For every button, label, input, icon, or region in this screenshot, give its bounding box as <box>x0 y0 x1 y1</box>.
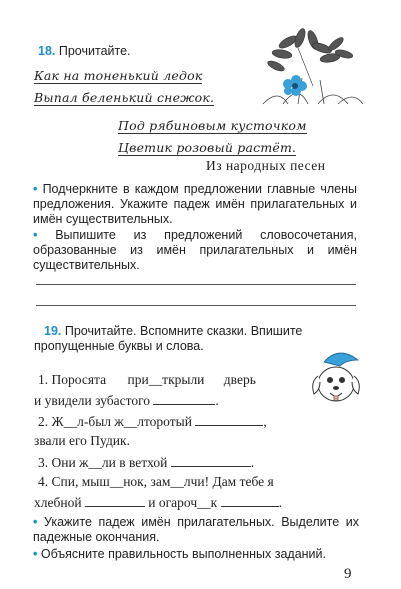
answer-line[interactable] <box>36 284 356 285</box>
poem-line-1: Как на тоненький ледок <box>34 68 203 83</box>
poem-source: Из народных песен <box>206 158 326 173</box>
ex18-task-1: • Подчеркните в каждом предложении главные члены предложения. Укажите падеж имён прилагательных и имён существительных. <box>33 182 357 226</box>
ex19-item-2-line-2: звали его Пудик. <box>34 433 130 448</box>
ex19-number: 19. <box>44 324 62 338</box>
poem-line-3: Под рябиновым кусточком <box>118 118 307 133</box>
cartoon-puppy-with-cap-illustration <box>306 346 366 408</box>
ex19-instruction: Прочитайте. Вспомните сказки. Впишите пропущенные буквы и слова. <box>34 324 303 353</box>
ex19-task-2: • Объясните правильность выполненных заданий. <box>33 547 326 561</box>
ex19-item-3: 3. Они ж__ли в ветхой . <box>38 455 255 470</box>
fill-blank[interactable] <box>195 413 263 426</box>
ex19-item-4-line-2: хлебной и огароч__к . <box>34 495 282 510</box>
ex19-item-4-line-1: 4. Спи, мыш__нок, зам__лчи! Дам тебе я <box>38 474 274 489</box>
ex19-item-2-line-1: 2. Ж__л-был ж__лторотый , <box>38 414 267 429</box>
ex19-task-1: • Укажите падеж имён прилагательных. Выделите их падежные окончания. <box>33 515 359 544</box>
ex19-item-1-line-1: 1. Поросята при__ткрыли дверь <box>38 372 256 387</box>
ex18-header <box>38 44 131 59</box>
fill-blank[interactable] <box>221 494 279 507</box>
fill-blank[interactable] <box>153 392 215 405</box>
fill-blank[interactable] <box>85 494 145 507</box>
page-number: 9 <box>344 566 352 582</box>
rowan-branch-flower-illustration <box>258 28 368 108</box>
fill-blank[interactable] <box>171 454 251 467</box>
ex18-instruction: Прочитайте. <box>58 44 131 58</box>
ex19-item-1-line-2: и увидели зубастого . <box>34 393 219 408</box>
ex18-task-2: • Выпишите из предложений словосочетания, образованные из имён прилагательных и имён существительных. <box>33 228 357 272</box>
ex18-number: 18. <box>38 44 56 58</box>
answer-line[interactable] <box>36 305 356 306</box>
poem-line-4: Цветик розовый растёт. <box>118 140 297 155</box>
poem-line-2: Выпал беленький снежок. <box>34 90 215 105</box>
